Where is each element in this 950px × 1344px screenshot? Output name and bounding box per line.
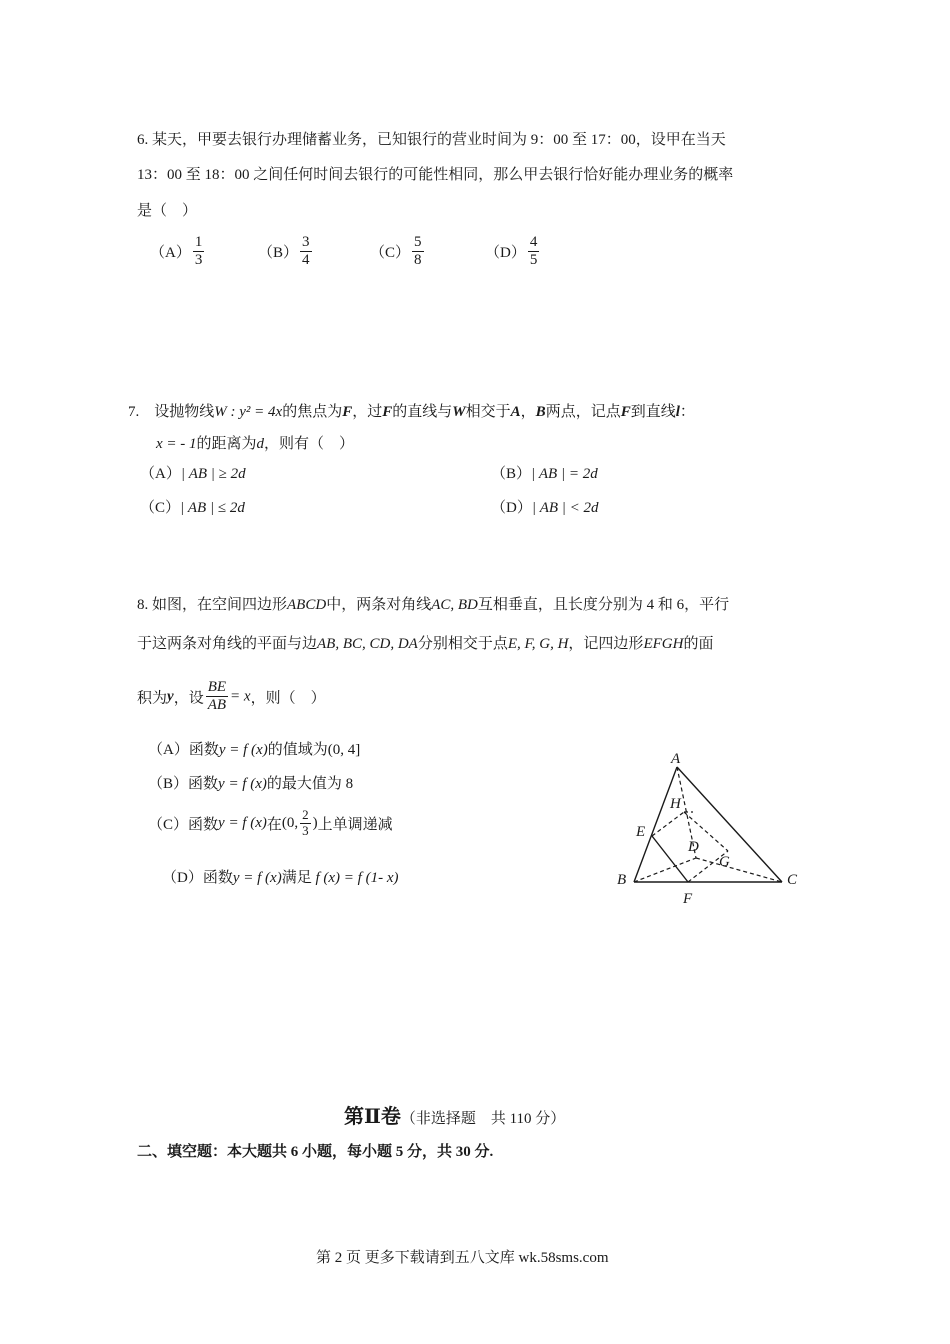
denominator: AB <box>207 697 227 714</box>
segment-ef <box>652 836 688 882</box>
q8-line3 <box>137 679 326 715</box>
fraction <box>206 679 228 715</box>
tetrahedron-figure <box>600 740 820 920</box>
q8-line2 <box>137 632 713 653</box>
denominator: 3 <box>194 252 203 269</box>
text: 满足 <box>281 870 312 886</box>
text: 的面 <box>683 636 714 652</box>
text: ，过 <box>352 404 383 420</box>
math-var: E, F, G, H <box>507 636 569 652</box>
math-var: A <box>510 404 521 420</box>
section-2-header <box>344 1100 565 1129</box>
q6-option-c <box>370 234 426 270</box>
label-c: C <box>787 872 798 888</box>
numerator: 4 <box>528 234 540 252</box>
option-expr: | AB | ≥ 2d <box>180 466 246 482</box>
option-label: （D） <box>162 870 203 886</box>
denominator: 4 <box>302 252 310 269</box>
q6-line3: 是（ ） <box>137 203 198 219</box>
q6-line2: 13：00 至 18：00 之间任何时间去银行的可能性相同，那么甲去银行恰好能办理业务的概率 <box>137 167 734 183</box>
text: 互相垂直，且长度分别为 4 和 6，平行 <box>477 597 730 613</box>
numerator: 2 <box>302 807 309 822</box>
q8-option-b <box>148 772 353 793</box>
numerator: 5 <box>412 234 424 252</box>
text: ， <box>520 404 536 420</box>
denominator: 5 <box>529 252 538 269</box>
q8-option-c <box>148 808 393 839</box>
math-expr: (0, <box>281 814 299 831</box>
math-var: ABCD <box>287 597 327 613</box>
label-g: G <box>719 854 730 870</box>
math-expr: (0, 4] <box>327 742 361 758</box>
option-label: （D） <box>491 500 532 516</box>
text: 函数 <box>188 816 219 833</box>
math-line: x = - 1 <box>156 436 197 452</box>
section-title: 第Ⅱ卷 <box>344 1106 401 1128</box>
text: ，则有（ ） <box>264 436 355 452</box>
label-d: D <box>688 839 699 855</box>
option-expr: | AB | ≤ 2d <box>180 500 245 516</box>
math-var: EFGH <box>643 636 684 652</box>
label-a: A <box>671 751 681 767</box>
q6-option-a <box>150 234 206 270</box>
option-label: （C） <box>370 245 411 262</box>
text: 函数 <box>188 776 219 792</box>
math-var: l <box>675 404 680 420</box>
text: 的焦点为 <box>282 404 343 420</box>
q8-line1 <box>137 593 729 614</box>
q7-option-b <box>491 462 598 483</box>
fraction <box>528 234 540 270</box>
q7-option-c <box>140 496 245 517</box>
math-var: B <box>535 404 546 420</box>
text: 分别相交于点 <box>417 636 508 652</box>
q8-option-d <box>162 866 398 887</box>
numerator: 1 <box>193 234 205 252</box>
option-label: （A） <box>150 245 191 262</box>
math-var: F <box>342 404 353 420</box>
edge-bd <box>634 858 696 882</box>
numerator: 3 <box>300 234 312 252</box>
text: 的值域为 <box>267 742 328 758</box>
numerator: BE <box>206 679 228 697</box>
text: 上单调递减 <box>317 816 393 833</box>
text: 中，两条对角线 <box>326 597 432 613</box>
q7-option-a <box>140 462 246 483</box>
segment-eh <box>652 812 684 836</box>
math-expr: ) <box>312 814 318 831</box>
edge-dc <box>696 858 782 882</box>
math-var: AB, BC, CD, DA <box>317 636 418 652</box>
q8-option-a <box>148 738 360 759</box>
q6-line1: 6. 某天，甲要去银行办理储蓄业务，已知银行的营业时间为 9：00 至 17：00，设甲在当天 <box>137 132 726 148</box>
text: 在 <box>266 816 282 833</box>
denominator: 3 <box>302 822 309 838</box>
denominator: 8 <box>414 252 422 269</box>
option-label: （C） <box>148 816 189 833</box>
math-expr: y = f (x) <box>218 814 267 831</box>
text: ，则（ ） <box>250 690 326 707</box>
fraction <box>300 234 312 270</box>
math-var: F <box>620 404 631 420</box>
text: 的直线与 <box>392 404 453 420</box>
text: 函数 <box>202 870 233 886</box>
page-footer: 第 2 页 更多下载请到五八文库 wk.58sms.com <box>316 1250 609 1266</box>
option-label: （A） <box>148 742 189 758</box>
option-label: （D） <box>485 245 526 262</box>
q7-option-d <box>491 496 599 517</box>
math-var: F <box>382 404 393 420</box>
section-2-heading: 二、填空题：本大题共 6 小题，每小题 5 分，共 30 分. <box>137 1144 494 1160</box>
math-var: d <box>256 436 265 452</box>
text: 8. 如图，在空间四边形 <box>137 597 288 613</box>
option-label: （B） <box>148 776 189 792</box>
math-parabola: W : y² = 4x <box>214 404 283 420</box>
section-subtitle: （非选择题 共 110 分） <box>400 1111 566 1127</box>
math-expr: y = f (x) <box>218 776 267 792</box>
math-expr: y = f (x) <box>218 742 268 758</box>
label-f: F <box>683 891 693 907</box>
q7-line1 <box>128 400 695 421</box>
fraction <box>412 234 424 270</box>
option-expr: | AB | = 2d <box>531 466 598 482</box>
q6-option-b <box>258 234 314 270</box>
text: 两点，记点 <box>545 404 621 420</box>
math-expr: y = f (x) <box>232 870 282 886</box>
text: 函数 <box>188 742 219 758</box>
text: 的最大值为 8 <box>266 776 354 792</box>
option-label: （B） <box>258 245 299 262</box>
text: 的距离为 <box>196 436 257 452</box>
text: 设抛物线 <box>154 404 215 420</box>
text: 于这两条对角线的平面与边 <box>137 636 318 652</box>
q6-option-d <box>485 234 541 270</box>
text: 到直线 <box>630 404 676 420</box>
label-b: B <box>617 872 627 888</box>
text: ： <box>679 404 695 420</box>
math-var: y <box>167 688 174 705</box>
q7-number: 7. <box>128 404 140 420</box>
q7-line2 <box>156 432 354 453</box>
option-expr: | AB | < 2d <box>531 500 599 516</box>
fraction <box>300 808 311 839</box>
text: 积为 <box>137 690 168 707</box>
label-h: H <box>670 796 681 812</box>
text: 相交于 <box>465 404 511 420</box>
option-label: （B） <box>491 466 532 482</box>
math-var: AC, BD <box>431 597 478 613</box>
math-expr: f (x) = f (1- x) <box>315 870 399 886</box>
option-label: （A） <box>140 466 181 482</box>
option-label: （C） <box>140 500 181 516</box>
math-var: W <box>452 404 466 420</box>
fraction <box>193 234 205 270</box>
math-expr: = x <box>230 688 251 705</box>
text: ，记四边形 <box>568 636 644 652</box>
label-e: E <box>636 824 646 840</box>
text: ，设 <box>173 690 204 707</box>
